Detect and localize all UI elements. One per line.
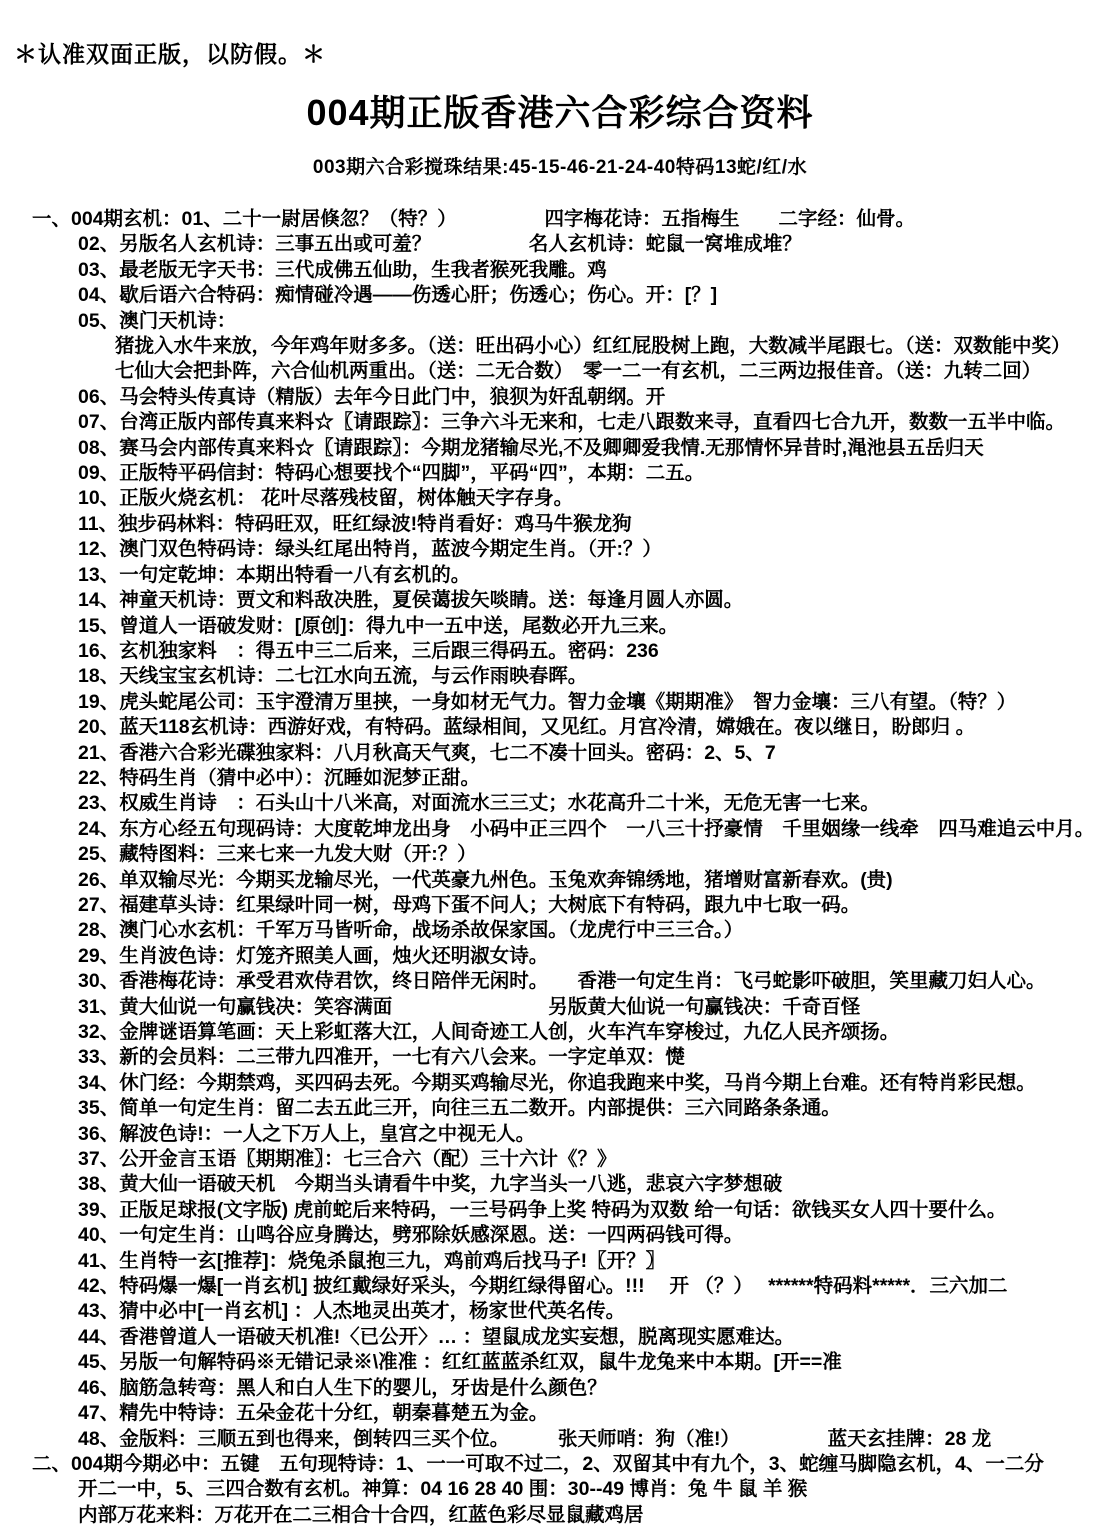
anti-counterfeit-notice: ＊认准双面正版，以防假。＊: [14, 41, 326, 67]
text-line: 24、东方心经五句现码诗：大度乾坤龙出身 小码中正三四个 一八三十抒豪情 千里姻缘一线牵 四马难追云中月。: [78, 817, 1095, 840]
text-line: 30、香港梅花诗：承受君欢侍君饮，终日陪伴无闲时。 香港一句定生肖：飞弓蛇影吓破胆，笑里藏刀妇人心。: [78, 970, 1046, 993]
text-line: 03、最老版无字天书：三代成佛五仙助，生我者猴死我雕。鸡: [78, 258, 607, 281]
text-line: 34、休门经：今期禁鸡，买四码去死。今期买鸡输尽光，你追我跑来中奖，马肖今期上台难。还有特肖彩民想。: [78, 1071, 1036, 1094]
text-line: 48、金版料：三顺五到也得来，倒转四三买个位。 张天师哨：狗（准!） 蓝天玄挂牌：28 龙: [78, 1427, 992, 1450]
text-line: 22、特码生肖（猜中必中）：沉睡如泥梦正甜。: [78, 766, 480, 789]
text-line: 16、玄机独家料 ：得五中三二后来，三后跟三得码五。密码：236: [78, 639, 659, 662]
text-line: 21、香港六合彩光碟独家料：八月秋高天气爽，七二不凑十回头。密码：2、5、7: [78, 741, 776, 764]
text-line: 37、公开金言玉语〖期期准〗：七三合六（配）三十六计《？》: [78, 1148, 617, 1171]
text-line: 47、精先中特诗：五朵金花十分红，朝秦暮楚五为金。: [78, 1402, 549, 1425]
text-line: 05、澳门天机诗：: [78, 309, 237, 332]
text-line: 46、脑筋急转弯：黑人和白人生下的婴儿，牙齿是什么颜色？: [78, 1376, 607, 1399]
text-line: 41、生肖特一玄[推荐]：烧兔杀鼠抱三九，鸡前鸡后找马子!〖开？〗: [78, 1249, 666, 1272]
text-line: 43、猜中必中[一肖玄机] ：人杰地灵出英才，杨家世代英名传。: [78, 1300, 626, 1323]
text-line: 38、黄大仙一语破天机 今期当头请看牛中奖，九字当头一八逃，悲哀六字梦想破: [78, 1173, 783, 1196]
text-line: 33、新的会员料：二三带九四准开，一七有六八会来。一字定单双：憷: [78, 1046, 685, 1069]
text-line: 02、另版名人玄机诗：三事五出或可羞？ 名人玄机诗：蛇鼠一窝堆成堆？: [78, 233, 802, 256]
previous-draw-result: 003期六合彩搅珠结果:45-15-46-21-24-40特码13蛇/红/水: [312, 157, 808, 178]
text-line: 12、澳门双色特码诗：绿头红尾出特肖，蓝波今期定生肖。（开:？）: [78, 538, 662, 561]
text-line: 13、一句定乾坤：本期出特看一八有玄机的。: [78, 563, 471, 586]
text-line: 14、神童天机诗：贾文和料敌决胜，夏侯蔼拔矢啖睛。送：每逢月圆人亦圆。: [78, 589, 744, 612]
text-line: 44、香港曾道人一语破天机准!〈已公开〉… ：望鼠成龙实妄想，脱离现实愿难达。: [78, 1325, 795, 1348]
text-line: 猪拢入水牛来放，今年鸡年财多多。（送：旺出码小心）红红屁股树上跑，大数减半尾跟七。（送：双数能中奖）: [115, 335, 1071, 358]
text-line: 18、天线宝宝玄机诗：二七江水向五流，与云作雨映春晖。: [78, 665, 588, 688]
text-line: 40、一句定生肖：山鸣谷应身腾达，劈邪除妖感深恩。送：一四两码钱可得。: [78, 1224, 744, 1247]
text-line: 39、正版足球报(文字版) 虎前蛇后来特码，一三号码争上奖 特码为双数 给一句话：欲钱买女人四十要什么。: [78, 1198, 1007, 1221]
text-line: 31、黄大仙说一句赢钱决：笑容满面 另版黄大仙说一句赢钱决：千奇百怪: [78, 995, 861, 1018]
text-line: 15、曾道人一语破发财：[原创]：得九中一五中送，尾数必开九三来。: [78, 614, 679, 637]
text-line: 08、赛马会内部传真来料☆〖请跟踪〗：今期龙猪输尽光,不及卿卿爱我情.无那情怀异昔时,渑池县五岳归天: [78, 436, 984, 459]
document-body: [0, 207, 1120, 1528]
text-line: 二、004期今期必中：五键 五句现特诗：1、一一可取不过二，2、双留其中有九个，3、蛇缠马脚隐玄机，4、一二分: [32, 1452, 1044, 1475]
text-line: 10、正版火烧玄机： 花叶尽落残枝留，树体触天字存身。: [78, 487, 574, 510]
text-line: 32、金牌谜语算笔画：天上彩虹落大江，人间奇迹工人创，火车汽车穿梭过，九亿人民齐颂扬。: [78, 1021, 900, 1043]
text-line: 11、独步码林料：特码旺双，旺红绿波!特肖看好：鸡马牛猴龙狗: [78, 512, 632, 535]
text-line: 23、权威生肖诗 ：石头山十八米高，对面流水三三丈；水花高升二十米，无危无害一七来。: [78, 792, 880, 815]
text-line: 04、歇后语六合特码：痴情碰冷遇——伤透心肝；伤透心；伤心。开：[？]: [78, 284, 718, 307]
text-line: 26、单双输尽光：今期买龙输尽光，一代英豪九州色。玉兔欢奔锦绣地，猪增财富新春欢。(贵): [78, 868, 893, 891]
text-line: 20、蓝天118玄机诗：西游好戏，有特码。蓝绿相间，又见红。月宫冷清，嫦娥在。夜以继日，盼郎归 。: [78, 716, 976, 739]
text-line: 29、生肖波色诗：灯笼齐照美人画，烛火还明淑女诗。: [78, 944, 549, 967]
text-line: 06、马会特头传真诗（精版）去年今日此门中，狼狈为奸乱朝纲。开: [78, 385, 666, 408]
text-line: 19、虎头蛇尾公司：玉宇澄清万里挟，一身如材无气力。智力金壤《期期准》 智力金壤：三八有望。（特？）: [78, 690, 1017, 713]
text-line: 内部万花来料：万花开在二三相合十合四，红蓝色彩尽显鼠藏鸡居: [78, 1503, 644, 1526]
text-line: 42、特码爆一爆[一肖玄机] 披红戴绿好采头，今期红绿得留心。!!! 开 （？） ******特码料*****．三六加二: [78, 1275, 1008, 1298]
text-line: 一、004期玄机：01、二十一尉居倏忽？（特？） 四字梅花诗：五指梅生 二字经：仙骨。: [32, 208, 915, 230]
text-line: 25、藏特图料：三来七来一九发大财（开:？）: [78, 843, 477, 866]
text-line: 35、简单一句定生肖：留二去五此三开，向往三五二数开。内部提供：三六同路条条通。: [78, 1097, 841, 1120]
text-line: 09、正版特平码信封：特码心想要找个“四脚”，平码“四”，本期：二五。: [78, 462, 705, 485]
text-line: 07、台湾正版内部传真来料☆〖请跟踪〗：三争六斗无来和，七走八跟数来寻，直看四七合九开，数数一五半中临。: [78, 411, 1065, 434]
text-line: 七仙大会把卦阵，六合仙机两重出。（送：二无合数） 零一二一有玄机，二三两边报佳音。（送：九转二回）: [115, 360, 1042, 383]
text-line: 27、福建草头诗：红果绿叶同一树，母鸡下蛋不问人；大树底下有特码，跟九中七取一码。: [78, 893, 861, 916]
text-line: 45、另版一句解特码※无错记录※\准准 ：红红蓝蓝杀红双，鼠牛龙兔来中本期。[开==准: [78, 1351, 842, 1374]
text-line: 28、澳门心水玄机：千军万马皆听命，战场杀故保家国。（龙虎行中三三合。）: [78, 919, 744, 942]
text-line: 开二一中，5、三四合数有玄机。神算：04 16 28 40 围：30--49 博肖：兔 牛 鼠 羊 猴: [78, 1478, 808, 1501]
page-title: 004期正版香港六合彩综合资料: [306, 92, 814, 133]
text-line: 36、解波色诗!：一人之下万人上，皇宫之中视无人。: [78, 1122, 536, 1145]
